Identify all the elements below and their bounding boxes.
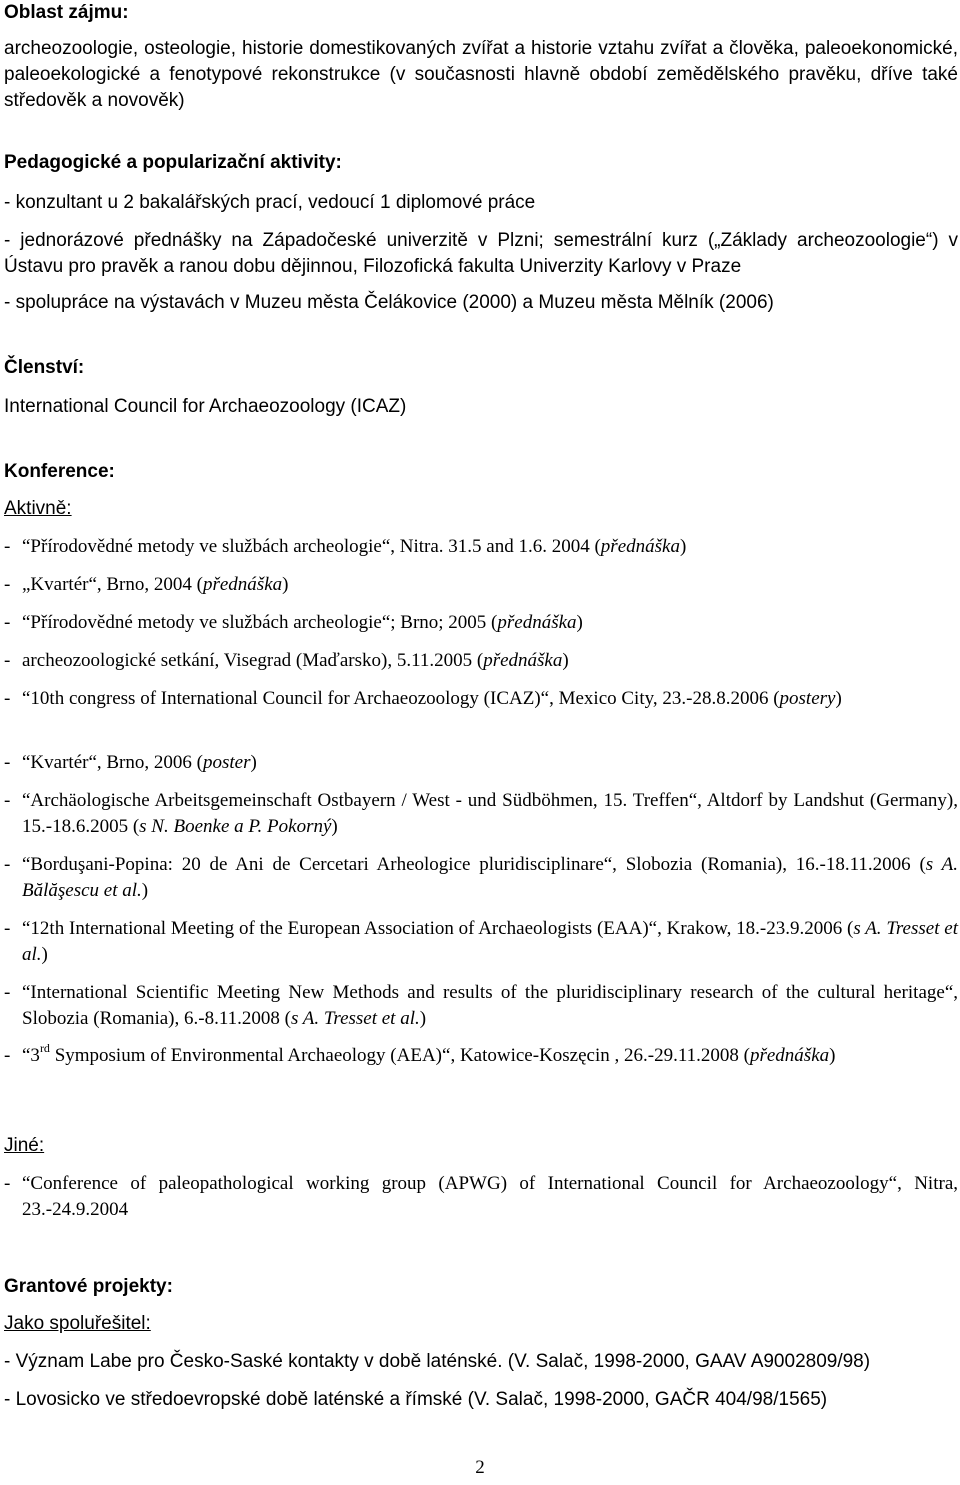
other-conference-item: - “Conference of paleopathological working group (APWG) of International Council for Archaeozoology“, Nitra, 23.-24.9.2004: [4, 1173, 958, 1220]
conference-item: - archeozoologické setkání, Visegrad (Maďarsko), 5.11.2005 (přednáška): [4, 650, 569, 671]
section-heading-conferences: Konference:: [4, 461, 115, 482]
conference-item: - “Borduşani-Popina: 20 de Ani de Cercetari Arheologice pluridisciplinare“, Slobozia (Romania), 16.-18.11.2006 (s A. Bălăşescu et al.): [4, 854, 958, 901]
conference-item: - “12th International Meeting of the European Association of Archaeologists (EAA)“, Krakow, 18.-23.9.2006 (s A. Tresset et al.): [4, 918, 958, 965]
conference-item: - “Přírodovědné metody ve službách archeologie“; Brno; 2005 (přednáška): [4, 612, 583, 633]
conference-item: - “International Scientific Meeting New Methods and results of the pluridisciplinary research of the cultural heritage“, Slobozia (Romania), 6.-8.11.2008 (s A. Tresset et al.): [4, 982, 958, 1029]
other-label: Jiné:: [4, 1135, 45, 1156]
interests-text: archeozoologie, osteologie, historie domestikovaných zvířat a historie vztahu zvířat a člověka, paleoekonomické, paleoekologické a fenotypové rekonstrukce (v současnosti hlavně období zemědělského pravěku, dříve také středověk a novověk): [4, 38, 958, 111]
conference-item: - “3rd Symposium of Environmental Archaeology (AEA)“, Katowice-Koszęcin , 26.-29.11.2008 (přednáška): [4, 1041, 836, 1066]
teaching-item-2-text: - jednorázové přednášky na Západočeské univerzitě v Plzni; semestrální kurz („Základy archeozoologie“) v Ústavu pro pravěk a ranou dobu dějinnou, Filozofická fakulta Univerzity Karlovy v Praze: [4, 230, 958, 277]
page-number: 2: [475, 1457, 485, 1478]
teaching-item-3: - spolupráce na výstavách v Muzeu města Čelákovice (2000) a Muzeu města Mělník (2006): [4, 292, 774, 313]
section-heading-interests: Oblast zájmu:: [4, 2, 129, 23]
grant-item: - Lovosicko ve středoevropské době laténské a římské (V. Salač, 1998-2000, GAČR 404/98/1565): [4, 1389, 828, 1410]
section-heading-teaching: Pedagogické a popularizační aktivity:: [4, 152, 342, 173]
grants-role-label: Jako spoluřešitel:: [4, 1313, 151, 1334]
active-label: Aktivně:: [4, 498, 72, 519]
conference-item: - “Archäologische Arbeitsgemeinschaft Ostbayern / West - und Südböhmen, 15. Treffen“, Altdorf by Landshut (Germany), 15.-18.6.2005 (s N. Boenke a P. Pokorný): [4, 790, 958, 837]
teaching-item-2: [4, 228, 958, 280]
section-heading-grants: Grantové projekty:: [4, 1276, 173, 1297]
conference-item: - “Kvartér“, Brno, 2006 (poster): [4, 752, 257, 773]
conference-item: - „Kvartér“, Brno, 2004 (přednáška): [4, 574, 289, 595]
section-heading-membership: Členství:: [4, 357, 85, 378]
conference-item: - “Přírodovědné metody ve službách archeologie“, Nitra. 31.5 and 1.6. 2004 (přednáška): [4, 536, 687, 557]
grant-item: - Význam Labe pro Česko-Saské kontakty v době laténské. (V. Salač, 1998-2000, GAAV A9002809/98): [4, 1351, 871, 1372]
conference-item: - “10th congress of International Council for Archaeozoology (ICAZ)“, Mexico City, 23.-28.8.2006 (postery): [4, 688, 842, 709]
membership-text: International Council for Archaeozoology (ICAZ): [4, 396, 407, 417]
teaching-item-1: - konzultant u 2 bakalářských prací, vedoucí 1 diplomové práce: [4, 192, 536, 213]
